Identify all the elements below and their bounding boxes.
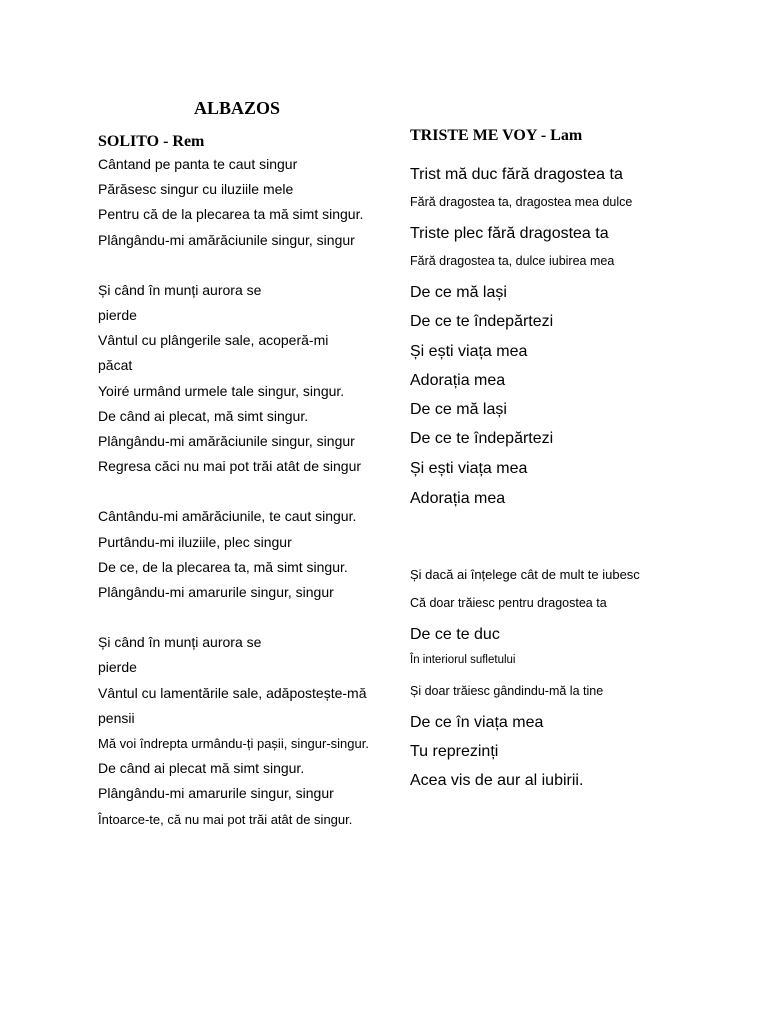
lyric-line: pierde (98, 307, 137, 324)
lyric-line: Fără dragostea ta, dulce iubirea mea (410, 254, 615, 268)
lyric-line: Mă voi îndrepta urmându-ți pașii, singur-singur. (98, 736, 369, 752)
right-song-column (410, 126, 740, 789)
document-title: ALBAZOS (194, 98, 281, 118)
lyric-line: Plângându-mi amărăciunile singur, singur (98, 433, 355, 450)
left-stanza-2 (98, 278, 398, 480)
lyric-line: Plângându-mi amarurile singur, singur (98, 584, 334, 601)
lyric-line: Întoarce-te, că nu mai pot trăi atât de singur. (98, 811, 353, 827)
lyric-line: De ce mă lași (410, 284, 507, 301)
lyric-line: pensii (98, 709, 135, 726)
lyric-line: De ce te duc (410, 626, 500, 643)
lyric-line: Triste plec fără dragostea ta (410, 225, 609, 242)
left-song-title: SOLITO - Rem (98, 133, 205, 150)
lyric-line: Plângându-mi amărăciunile singur, singur (98, 231, 355, 248)
lyric-line: Vântul cu plângerile sale, acoperă-mi (98, 332, 329, 349)
lyric-line: Cântându-mi amărăciunile, te caut singur. (98, 508, 357, 525)
lyric-line: Purtându-mi iluziile, plec singur (98, 533, 292, 550)
lyric-line: De când ai plecat, mă simt singur. (98, 407, 309, 424)
lyric-line: De ce, de la plecarea ta, mă simt singur. (98, 558, 348, 575)
lyric-line: Și când în munți aurora se (98, 634, 262, 651)
left-stanza-3 (98, 504, 398, 605)
lyric-line: Adorația mea (410, 490, 506, 507)
lyric-line: Vântul cu lamentările sale, adăpostește-mă (98, 684, 367, 701)
lyric-line: Că doar trăiesc pentru dragostea ta (410, 596, 607, 610)
lyric-line: Yoiré urmând urmele tale singur, singur. (98, 382, 345, 399)
lyric-line: Și când în munți aurora se (98, 281, 262, 298)
left-stanza-1 (98, 152, 398, 253)
lyric-line: Pentru că de la plecarea ta mă simt singur. (98, 206, 364, 223)
left-stanza-4 (98, 630, 398, 832)
lyric-line: Și ești viața mea (410, 460, 528, 477)
lyric-line: pierde (98, 659, 137, 676)
lyric-line: păcat (98, 357, 133, 374)
lyric-line: Adorația mea (410, 372, 506, 389)
lyric-line: Părăsesc singur cu iluziile mele (98, 181, 294, 198)
lyric-line: De ce mă lași (410, 401, 507, 418)
lyric-line: De ce în viața mea (410, 714, 544, 731)
lyric-line: Plângându-mi amarurile singur, singur (98, 785, 334, 802)
lyric-line: Acea vis de aur al iubirii. (410, 772, 584, 789)
lyric-line: Și ești viața mea (410, 343, 528, 360)
lyric-line: De ce te îndepărtezi (410, 313, 554, 330)
lyric-line: Trist mă duc fără dragostea ta (410, 166, 623, 183)
lyric-line: Fără dragostea ta, dragostea mea dulce (410, 195, 633, 209)
lyric-line: În interiorul sufletului (410, 654, 516, 666)
right-song-title: TRISTE ME VOY - Lam (410, 127, 583, 144)
lyric-line: Și doar trăiesc gândindu-mă la tine (410, 684, 604, 698)
lyric-line: De când ai plecat mă simt singur. (98, 760, 305, 777)
left-song-column (98, 132, 398, 832)
lyric-line: Tu reprezinți (410, 743, 499, 760)
lyric-line: Și dacă ai înțelege cât de mult te iubesc (410, 567, 640, 582)
lyric-line: De ce te îndepărtezi (410, 430, 554, 447)
lyric-line: Cântand pe panta te caut singur (98, 156, 298, 172)
lyric-line: Regresa căci nu mai pot trăi atât de singur (98, 458, 362, 475)
